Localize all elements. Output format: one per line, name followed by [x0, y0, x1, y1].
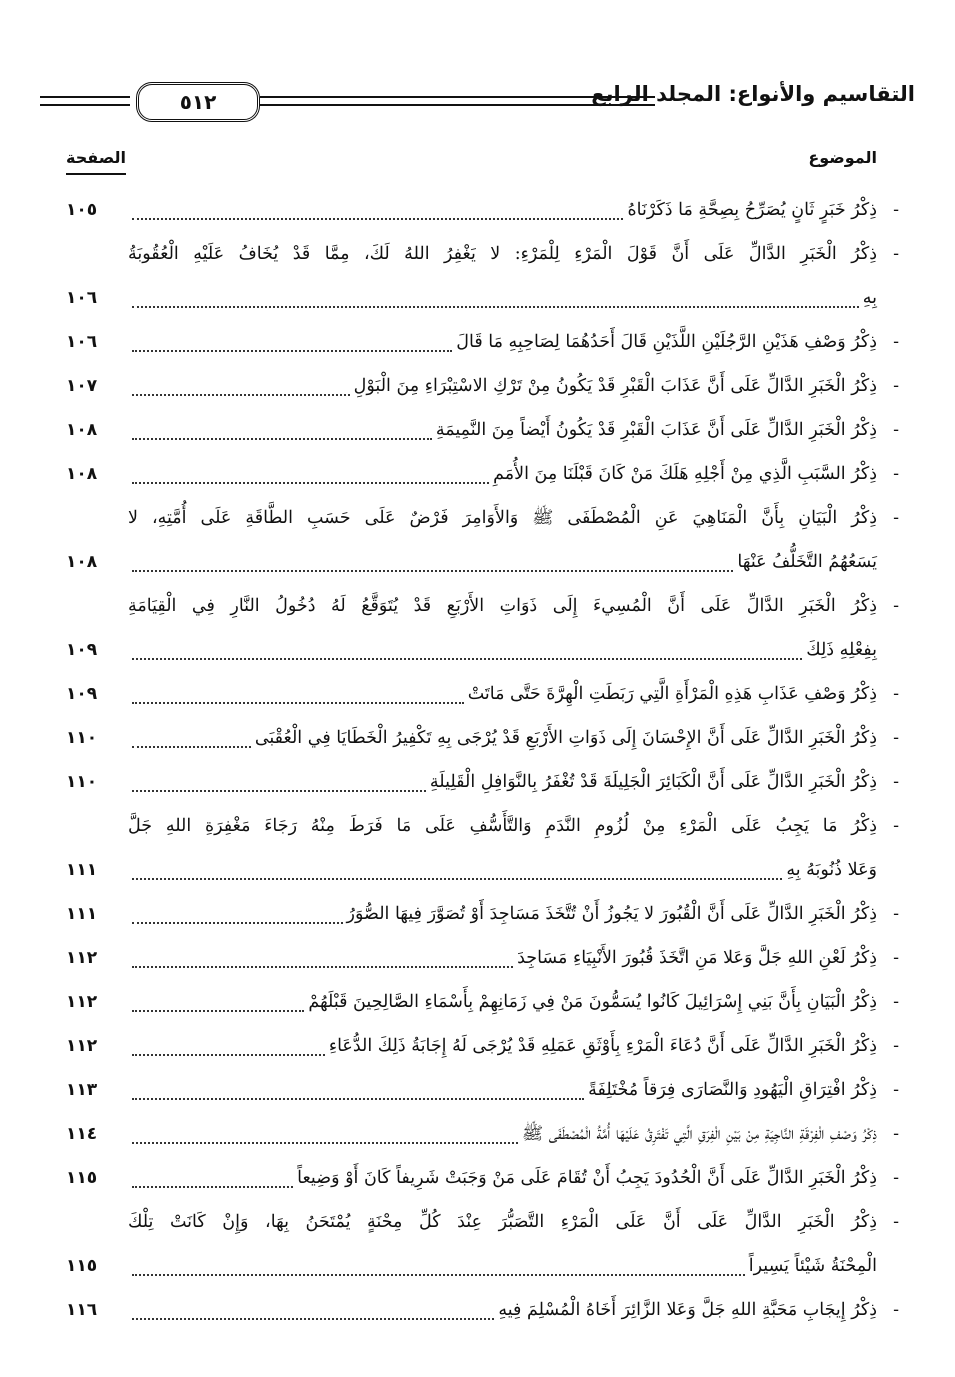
- toc-entry: [66, 452, 899, 496]
- entry-line: [66, 584, 877, 628]
- toc-entry: [66, 188, 899, 232]
- toc-entry: [66, 892, 899, 936]
- entry-line: [66, 496, 877, 540]
- entry-page-number: ١١٦: [66, 1300, 98, 1320]
- dot-leader: [132, 1141, 518, 1144]
- entry-line: [66, 1288, 877, 1332]
- entry-title-text: ذِكْرُ السَّبَبِ الَّذِي مِنْ أَجْلِهِ هَلَكَ مَنْ كَانَ قَبْلَنَا مِنَ الأُمَمِ: [493, 464, 877, 484]
- entry-title-text: ذِكْرُ الْخَبَرِ الدَّالِّ عَلَى أَنَّ الْقُبُورَ لا يَجُوزُ أَنْ تُتَّخَذَ مَسَاجِدَ أَوْ تُصَوَّرَ فِيهَا الصُّوَرُ: [346, 904, 877, 924]
- entry-page-number: ١١١: [66, 860, 98, 880]
- entry-page-number: ١٠٥: [66, 200, 98, 220]
- entry-page-number: ١١٥: [66, 1168, 98, 1188]
- dot-leader: [132, 965, 513, 968]
- entry-dash: -: [893, 1300, 899, 1320]
- entry-dash: -: [893, 1036, 899, 1056]
- entry-line: [66, 188, 877, 232]
- entry-page-number: ١١٢: [66, 992, 98, 1012]
- entry-title-text: ذِكْرُ الْخَبَرِ الدَّالِّ عَلَى أَنَّ قَوْلَ الْمَرْءِ لِلْمَرْءِ: لا يَغْفِرُ اللهُ لَكَ، مِمَّا قَدْ يُخَافُ عَلَيْهِ الْعُقُوبَةُ: [128, 244, 877, 264]
- entry-line: [66, 408, 877, 452]
- entry-title-text: ذِكْرُ مَا يَجِبُ عَلَى الْمَرْءِ مِنْ لُزُومِ النَّدَمِ وَالتَّأَسُّفِ عَلَى مَا فَرَطَ مِنْهُ رَجَاءَ مَغْفِرَةِ اللهِ جَلَّ: [128, 816, 877, 836]
- header-rule-right: [260, 96, 655, 106]
- entry-dash: -: [893, 1212, 899, 1232]
- entry-page-number: ١١١: [66, 904, 98, 924]
- entry-title-text: ذِكْرُ الْخَبَرِ الدَّالِّ عَلَى أَنَّ دُعَاءَ الْمَرْءِ بِأَوْثَقِ عَمَلِهِ قَدْ يُرْجَى لَهُ إِجَابَةُ ذَلِكَ الدُّعَاءِ: [328, 1036, 877, 1056]
- topic-column-heading: الموضوع: [808, 148, 877, 167]
- entry-page-number: ١١٢: [66, 948, 98, 968]
- entry-dash: -: [893, 200, 899, 220]
- dot-leader: [132, 1097, 584, 1100]
- entry-dash: -: [893, 816, 899, 836]
- entry-line: [66, 1024, 877, 1068]
- entry-title-text: ذِكْرُ الْبَيَانِ بِأَنَّ الْمَنَاهِيَ عَنِ الْمُصْطَفَى ﷺ وَالأَوَامِرَ فَرْضٌ عَلَى حَسَبِ الطَّاقَةِ عَلَى أُمَّتِهِ، لا: [128, 508, 877, 528]
- entry-line: [66, 364, 877, 408]
- toc-entry: [66, 804, 899, 892]
- entry-dash: -: [893, 376, 899, 396]
- entry-title-text: ذِكْرُ الْخَبَرِ الدَّالِّ عَلَى أَنَّ الْحُدُودَ يَجِبُ أَنْ تُقَامَ عَلَى مَنْ وَجَبَتْ شَرِيفاً كَانَ أَوْ وَضِيعاً: [297, 1168, 877, 1188]
- entry-line: [66, 540, 877, 584]
- entry-page-number: ١١٠: [66, 728, 98, 748]
- toc-entry: [66, 1288, 899, 1332]
- entry-page-number: ١٠٧: [66, 376, 98, 396]
- entry-dash: -: [893, 464, 899, 484]
- entry-title-text: ذِكْرُ وَصْفِ عَذَابِ هَذِهِ الْمَرْأَةِ الَّتِي رَبَطَتِ الْهِرَّةَ حَتَّى مَاتَتْ: [467, 684, 877, 704]
- header-rule-left: [40, 96, 130, 106]
- entry-dash: -: [893, 684, 899, 704]
- entry-dash: -: [893, 772, 899, 792]
- book-title: التقاسيم والأنواع: المجلد الرابع: [591, 82, 915, 106]
- toc-entry: [66, 364, 899, 408]
- entry-line: [66, 1068, 877, 1112]
- toc-entry: [66, 1156, 899, 1200]
- dot-leader: [132, 789, 426, 792]
- dot-leader: [132, 1317, 494, 1320]
- entry-line: [66, 892, 877, 936]
- entry-title-text: ذِكْرُ افْتِرَاقِ الْيَهُودِ وَالنَّصَارَى فِرَقاً مُخْتَلِفَةً: [588, 1080, 877, 1100]
- dot-leader: [132, 877, 782, 880]
- entry-title-text: بِهِ: [862, 288, 877, 308]
- toc-entry: [66, 320, 899, 364]
- entry-dash: -: [893, 420, 899, 440]
- entry-title-text: يَسَعُهُمُ التَّخَلُّفُ عَنْهَا: [737, 552, 877, 572]
- entry-page-number: ١٠٨: [66, 420, 98, 440]
- entry-page-number: ١٠٨: [66, 464, 98, 484]
- page-number: ٥١٢: [136, 82, 260, 122]
- entry-dash: -: [893, 904, 899, 924]
- toc-entry: [66, 496, 899, 584]
- entry-page-number: ١٠٩: [66, 640, 98, 660]
- entry-dash: -: [893, 244, 899, 264]
- entry-title-text: ذِكْرُ إِيجَابِ مَحَبَّةِ اللهِ جَلَّ وَعَلا الزَّائِرَ أَخَاهُ الْمُسْلِمَ فِيهِ: [498, 1300, 877, 1320]
- toc-entry: [66, 716, 899, 760]
- entry-page-number: ١١٢: [66, 1036, 98, 1056]
- toc-entry: [66, 408, 899, 452]
- entry-dash: -: [893, 992, 899, 1012]
- page-header: [40, 82, 915, 122]
- entry-title-text: ذِكْرُ الْخَبَرِ الدَّالِّ عَلَى أَنَّ عَلَى الْمَرْءِ التَّصَبُّرَ عِنْدَ كُلِّ مِحْنَةٍ يُمْتَحَنُ بِهَا، وَإِنْ كَانَتْ تِلْكَ: [128, 1212, 877, 1232]
- entry-page-number: ١١٠: [66, 772, 98, 792]
- entry-line: [66, 276, 877, 320]
- entry-title-text: ذِكْرُ وَصْفِ الْفِرْقَةِ النَّاجِيَةِ مِنْ بَيْنِ الْفِرَقِ الَّتِي تَفْتَرِقُ عَلَيْهَا أُمَّةُ الْمُصْطَفَى ﷺ: [522, 1124, 877, 1144]
- entry-line: [66, 452, 877, 496]
- entry-dash: -: [893, 332, 899, 352]
- page-column-heading: الصفحة: [66, 148, 126, 175]
- entry-page-number: ١٠٦: [66, 332, 98, 352]
- entry-line: [66, 848, 877, 892]
- entry-line: [66, 760, 877, 804]
- toc-entry: [66, 980, 899, 1024]
- entry-line: [66, 320, 877, 364]
- toc-entry: [66, 232, 899, 320]
- entry-page-number: ١١٤: [66, 1124, 98, 1144]
- dot-leader: [132, 437, 432, 440]
- entry-page-number: ١٠٨: [66, 552, 98, 572]
- entry-title-text: ذِكْرُ الْخَبَرِ الدَّالِّ عَلَى أَنَّ الْمُسِيءَ إِلَى ذَوَاتِ الأَرْبَعِ قَدْ يُتَوَقَّعُ لَهُ دُخُولُ النَّارِ فِي الْقِيَامَةِ: [128, 596, 877, 616]
- entry-dash: -: [893, 596, 899, 616]
- entry-dash: -: [893, 1124, 899, 1144]
- entry-title-text: ذِكْرُ لَعْنِ اللهِ جَلَّ وَعَلا مَنِ اتَّخَذَ قُبُورَ الأَنْبِيَاءِ مَسَاجِدَ: [517, 948, 877, 968]
- entry-title-text: ذِكْرُ الْخَبَرِ الدَّالِّ عَلَى أَنَّ الْكَبَائِرَ الْجَلِيلَةَ قَدْ تُغْفَرُ بِالنَّوَافِلِ الْقَلِيلَةِ: [429, 772, 877, 792]
- dot-leader: [132, 217, 623, 220]
- toc-entry: [66, 1200, 899, 1288]
- dot-leader: [132, 1185, 293, 1188]
- entry-title-text: ذِكْرُ الْخَبَرِ الدَّالِّ عَلَى أَنَّ الإِحْسَانَ إِلَى ذَوَاتِ الأَرْبَعِ قَدْ يُرْجَى بِهِ تَكْفِيرُ الْخَطَايَا فِي الْعُقْبَى: [254, 728, 877, 748]
- entry-dash: -: [893, 1080, 899, 1100]
- toc-entry: [66, 1068, 899, 1112]
- dot-leader: [132, 393, 350, 396]
- entry-line: [66, 232, 877, 276]
- dot-leader: [132, 921, 343, 924]
- entry-page-number: ١٠٦: [66, 288, 98, 308]
- entry-page-number: ١٠٩: [66, 684, 98, 704]
- entry-line: [66, 1244, 877, 1288]
- entry-line: [66, 980, 877, 1024]
- entry-line: [66, 936, 877, 980]
- toc-entry: [66, 672, 899, 716]
- entry-title-text: ذِكْرُ وَصْفِ هَذَيْنِ الرَّجُلَيْنِ اللَّذَيْنِ قَالَ أَحَدُهُمَا لِصَاحِبِهِ مَا قَالَ: [456, 332, 877, 352]
- entry-title-text: ذِكْرُ الْبَيَانِ بِأَنَّ بَنِي إِسْرَائِيلَ كَانُوا يُسَمُّونَ مَنْ فِي زَمَانِهِمْ بِأَسْمَاءِ الصَّالِحِينَ قَبْلَهُمْ: [308, 992, 877, 1012]
- dot-leader: [132, 657, 802, 660]
- entry-dash: -: [893, 728, 899, 748]
- dot-leader: [132, 1273, 745, 1276]
- dot-leader: [132, 1053, 325, 1056]
- entry-line: [66, 716, 877, 760]
- entry-dash: -: [893, 948, 899, 968]
- entry-line: [66, 672, 877, 716]
- toc-entry: [66, 584, 899, 672]
- dot-leader: [132, 1009, 304, 1012]
- entry-title-text: ذِكْرُ الْخَبَرِ الدَّالِّ عَلَى أَنَّ عَذَابَ الْقَبْرِ قَدْ يَكُونُ مِنْ تَرْكِ الاسْتِبْرَاءِ مِنَ الْبَوْلِ: [353, 376, 877, 396]
- entry-title-text: الْمِحْنَةُ شَيْئاً يَسِيراً: [748, 1256, 877, 1276]
- dot-leader: [132, 305, 859, 308]
- entry-title-text: بِفِعْلِهِ ذَلِكَ: [806, 640, 877, 660]
- dot-leader: [132, 745, 251, 748]
- toc-entry: [66, 1024, 899, 1068]
- toc-entry: [66, 936, 899, 980]
- entry-title-text: ذِكْرُ خَبَرٍ ثَانٍ يُصَرِّحُ بِصِحَّةِ مَا ذَكَرْنَاهُ: [627, 200, 877, 220]
- entry-dash: -: [893, 508, 899, 528]
- dot-leader: [132, 481, 489, 484]
- entry-dash: -: [893, 1168, 899, 1188]
- entry-line: [66, 1156, 877, 1200]
- dot-leader: [132, 349, 452, 352]
- entry-line: [66, 804, 877, 848]
- toc-entry: [66, 760, 899, 804]
- entry-line: [66, 628, 877, 672]
- entry-line: [66, 1200, 877, 1244]
- dot-leader: [132, 701, 464, 704]
- entry-title-text: ذِكْرُ الْخَبَرِ الدَّالِّ عَلَى أَنَّ عَذَابَ الْقَبْرِ قَدْ يَكُونُ أَيْضاً مِنَ النَّمِيمَةِ: [435, 420, 877, 440]
- toc-entries: [66, 188, 899, 1332]
- dot-leader: [132, 569, 733, 572]
- toc-entry: [66, 1112, 899, 1156]
- entry-line: [66, 1112, 877, 1156]
- entry-page-number: ١١٣: [66, 1080, 98, 1100]
- entry-title-text: وَعَلا ذُنُوبَهُ بِهِ: [786, 860, 877, 880]
- entry-page-number: ١١٥: [66, 1256, 98, 1276]
